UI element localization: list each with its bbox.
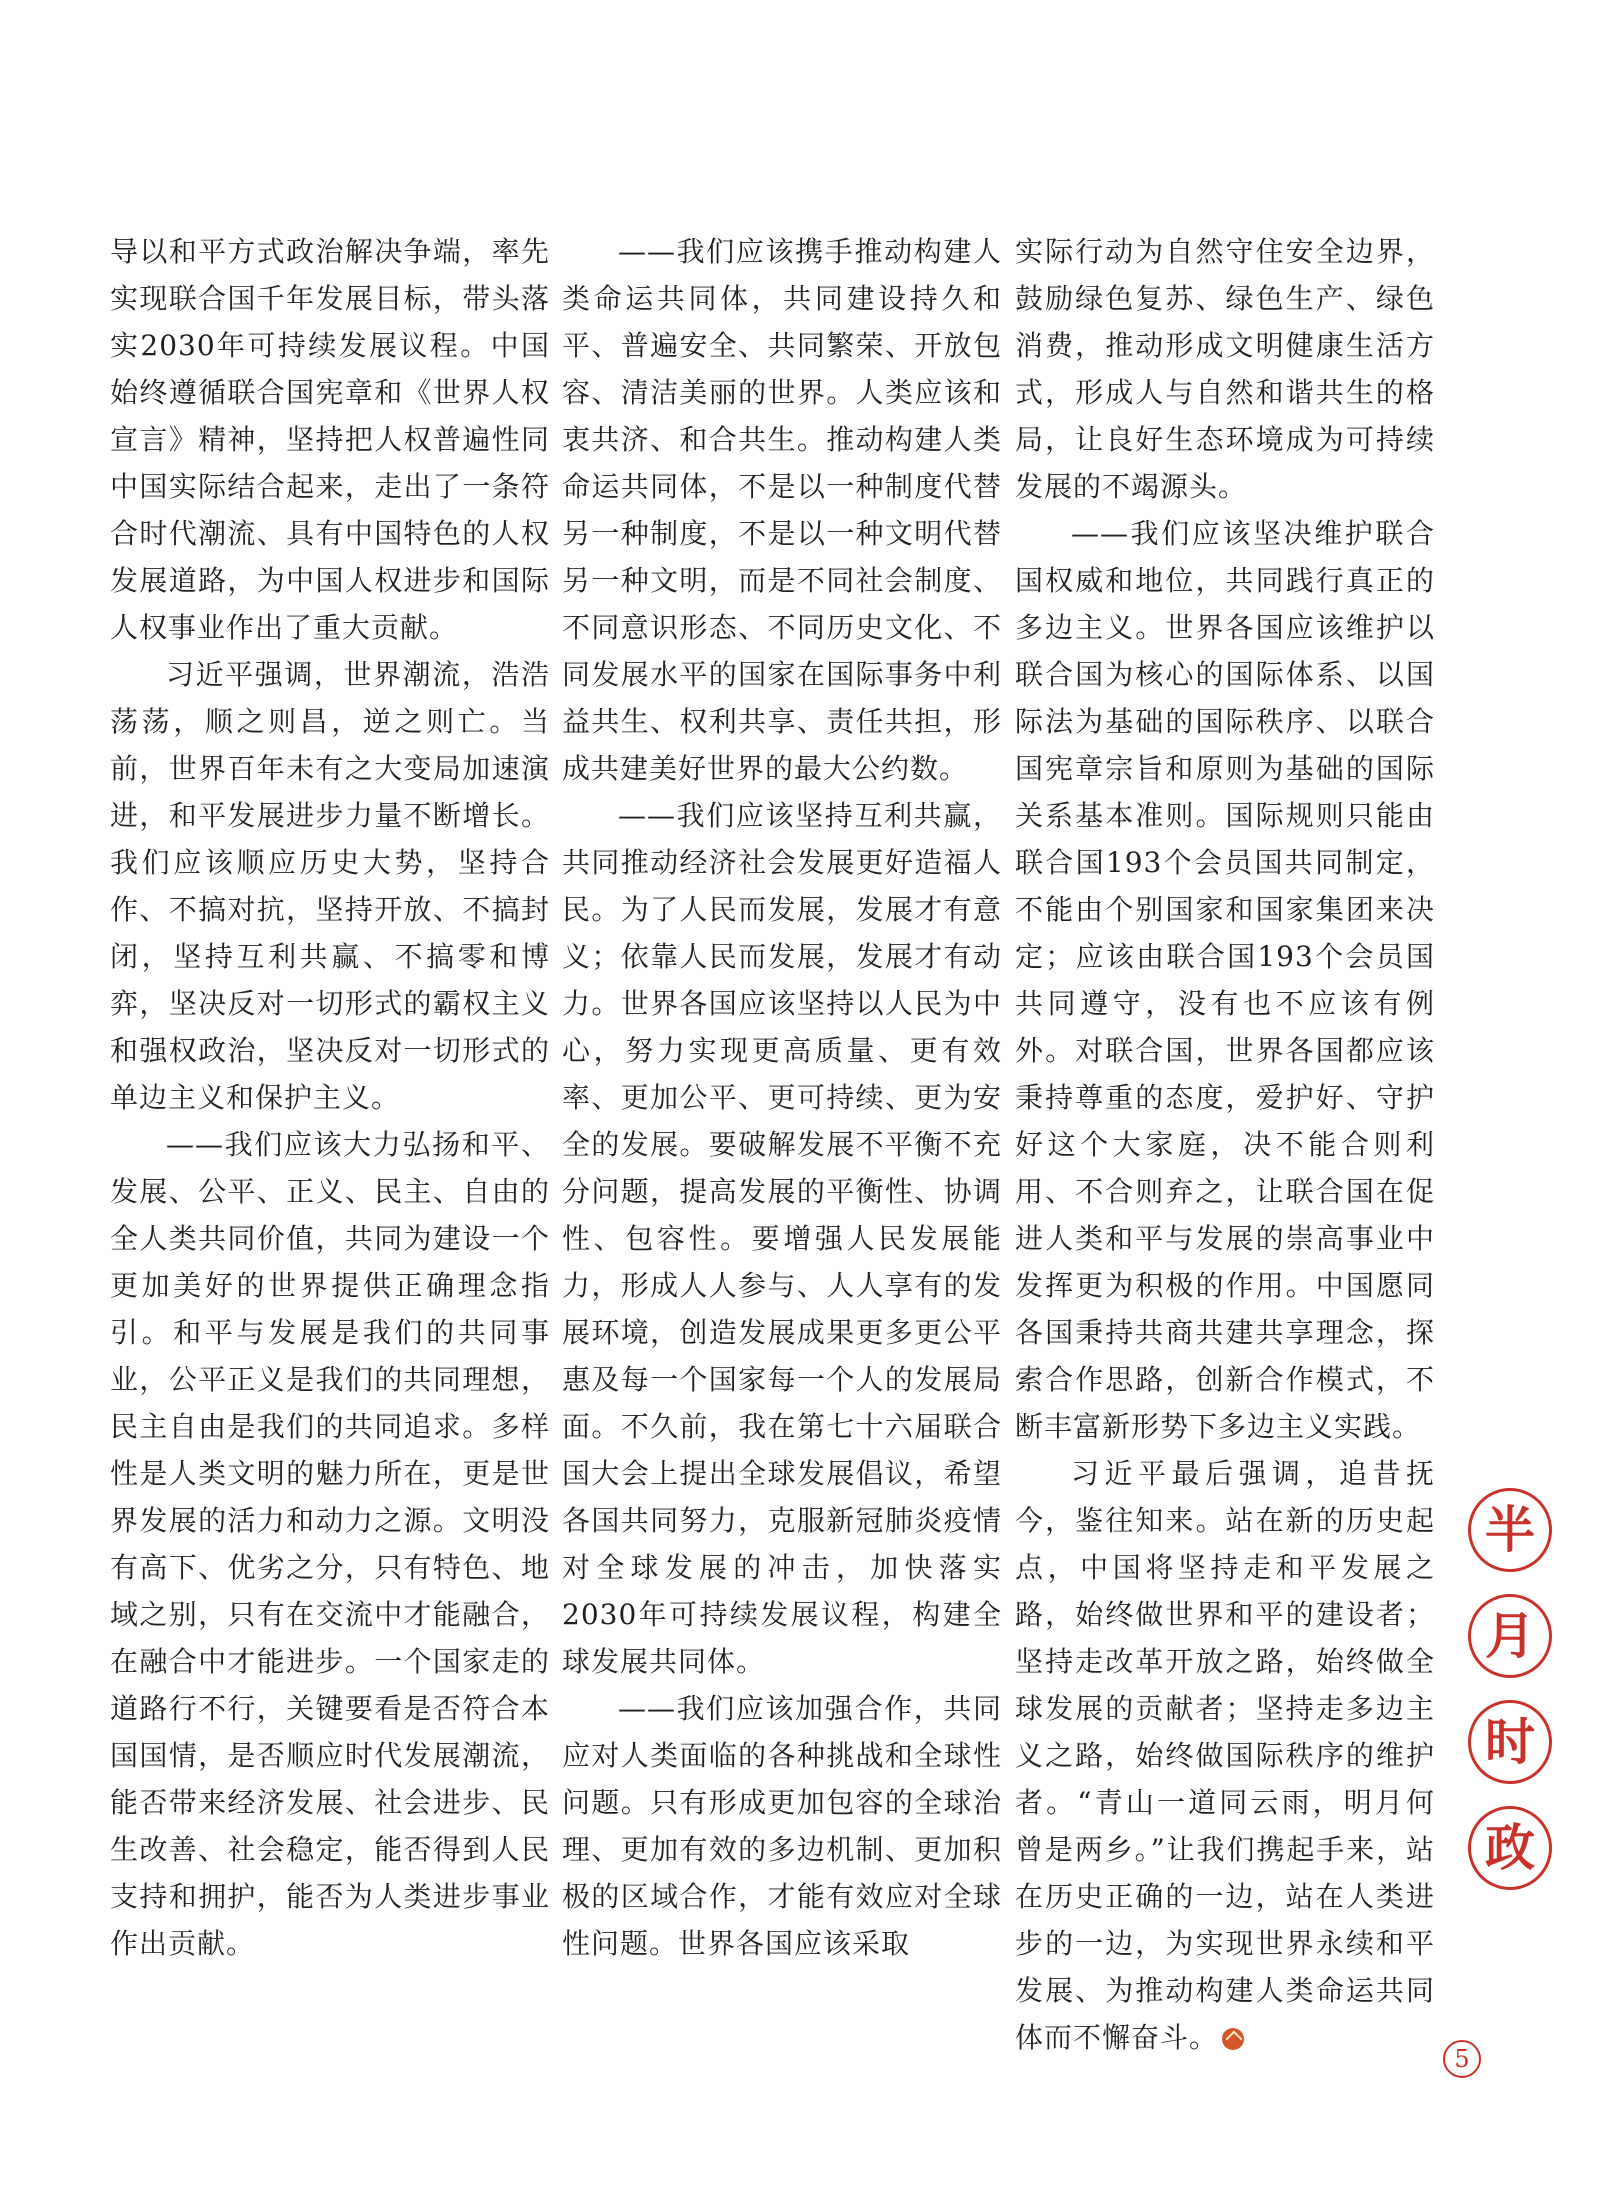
- paragraph-text: 习近平最后强调，追昔抚今，鉴往知来。站在新的历史起点，中国将坚持走和平发展之路，始终做世界和平的建设者；坚持走改革开放之路，始终做全球发展的贡献者；坚持走多边主义之路，始终做国际秩序的维护者。“青山一道同云雨，明月何曾是两乡。”让我们携起手来，站在历史正确的一边，站在人类进步的一边，为实现世界永续和平发展、为推动构建人类命运共同体而不懈奋斗。: [1015, 1457, 1435, 2054]
- paragraph: ——我们应该坚决维护联合国权威和地位，共同践行真正的多边主义。世界各国应该维护以联合国为核心的国际体系、以国际法为基础的国际秩序、以联合国宪章宗旨和原则为基础的国际关系基本准则。国际规则只能由联合国193个会员国共同制定，不能由个别国家和国家集团来决定；应该由联合国193个会员国共同遵守，没有也不应该有例外。对联合国，世界各国都应该秉持尊重的态度，爱护好、守护好这个大家庭，决不能合则利用、不合则弃之，让联合国在促进人类和平与发展的崇高事业中发挥更为积极的作用。中国愿同各国秉持共商共建共享理念，探索合作思路，创新合作模式，不断丰富新形势下多边主义实践。: [1015, 517, 1435, 1443]
- paragraph: 习近平强调，世界潮流，浩浩荡荡，顺之则昌，逆之则亡。当前，世界百年未有之大变局加速演进，和平发展进步力量不断增长。我们应该顺应历史大势，坚持合作、不搞对抗，坚持开放、不搞封闭，坚持互利共赢、不搞零和博弈，坚决反对一切形式的霸权主义和强权政治，坚决反对一切形式的单边主义和保护主义。: [110, 658, 550, 1114]
- paragraph: ——我们应该加强合作，共同应对人类面临的各种挑战和全球性问题。只有形成更加包容的全球治理、更加有效的多边机制、更加积极的区域合作，才能有效应对全球性问题。世界各国应该采取: [562, 1692, 1002, 1960]
- paragraph: ——我们应该坚持互利共赢，共同推动经济社会发展更好造福人民。为了人民而发展，发展才有意义；依靠人民而发展，发展才有动力。世界各国应该坚持以人民为中心，努力实现更高质量、更有效率、更加公平、更可持续、更为安全的发展。要破解发展不平衡不充分问题，提高发展的平衡性、协调性、包容性。要增强人民发展能力，形成人人参与、人人享有的发展环境，创造发展成果更多更公平惠及每一个国家每一个人的发展局面。不久前，我在第七十六届联合国大会上提出全球发展倡议，希望各国共同努力，克服新冠肺炎疫情对全球发展的冲击，加快落实2030年可持续发展议程，构建全球发展共同体。: [562, 799, 1002, 1678]
- section-title-char: 月: [1468, 1594, 1552, 1678]
- text-column-1: [110, 228, 550, 1967]
- section-title-char: 时: [1468, 1700, 1552, 1784]
- section-title-char: 半: [1468, 1488, 1552, 1572]
- section-title-stamp: [1468, 1488, 1560, 1890]
- page-number: 5: [1443, 2040, 1481, 2078]
- paragraph: 导以和平方式政治解决争端，率先实现联合国千年发展目标，带头落实2030年可持续发展议程。中国始终遵循联合国宪章和《世界人权宣言》精神，坚持把人权普遍性同中国实际结合起来，走出了一条符合时代潮流、具有中国特色的人权发展道路，为中国人权进步和国际人权事业作出了重大贡献。: [110, 235, 550, 644]
- text-column-2: [562, 228, 1002, 1967]
- paragraph: 实际行动为自然守住安全边界，鼓励绿色复苏、绿色生产、绿色消费，推动形成文明健康生活方式，形成人与自然和谐共生的格局，让良好生态环境成为可持续发展的不竭源头。: [1015, 235, 1435, 503]
- text-column-3: [1015, 228, 1435, 2061]
- section-title-char: 政: [1468, 1806, 1552, 1890]
- paragraph: ——我们应该大力弘扬和平、发展、公平、正义、民主、自由的全人类共同价值，共同为建设一个更加美好的世界提供正确理念指引。和平与发展是我们的共同事业，公平正义是我们的共同理想，民主自由是我们的共同追求。多样性是人类文明的魅力所在，更是世界发展的活力和动力之源。文明没有高下、优劣之分，只有特色、地域之别，只有在交流中才能融合，在融合中才能进步。一个国家走的道路行不行，关键要看是否符合本国国情，是否顺应时代发展潮流，能否带来经济发展、社会进步、民生改善、社会稳定，能否得到人民支持和拥护，能否为人类进步事业作出贡献。: [110, 1128, 550, 1960]
- article-end-icon: [1222, 2028, 1244, 2050]
- paragraph-last: [1015, 1450, 1435, 2061]
- paragraph: ——我们应该携手推动构建人类命运共同体，共同建设持久和平、普遍安全、共同繁荣、开放包容、清洁美丽的世界。人类应该和衷共济、和合共生。推动构建人类命运共同体，不是以一种制度代替另一种制度，不是以一种文明代替另一种文明，而是不同社会制度、不同意识形态、不同历史文化、不同发展水平的国家在国际事务中利益共生、权利共享、责任共担，形成共建美好世界的最大公约数。: [562, 235, 1002, 785]
